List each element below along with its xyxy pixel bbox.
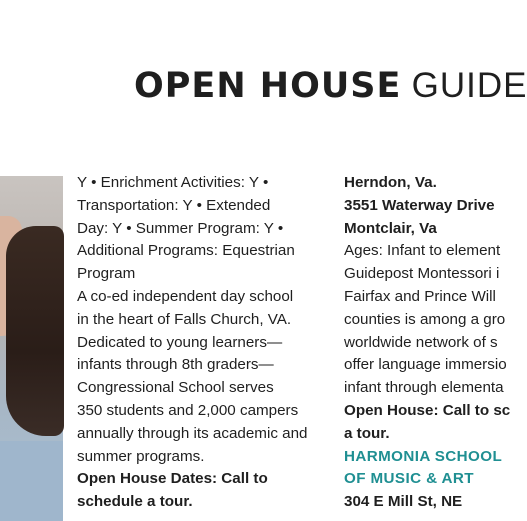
- school-address: 304 E Mill St, NE: [344, 493, 463, 511]
- listing-text-line: Program: [77, 265, 136, 283]
- listing-text-line: Dedicated to young learners—: [77, 333, 283, 351]
- listing-column-right: [344, 172, 510, 514]
- listing-text-line: infants through 8th graders—: [77, 356, 274, 374]
- student-photo: [0, 176, 63, 512]
- photo-shirt: [0, 441, 63, 521]
- listing-text-line: offer language immersio: [344, 356, 507, 374]
- listing-text-line: Congressional School serves: [77, 379, 274, 397]
- listing-text-line: infant through elementa: [344, 379, 504, 397]
- school-name-heading: HARMONIA SCHOOL: [344, 447, 503, 465]
- listing-text-line: Ages: Infant to element: [344, 242, 501, 260]
- listing-text-line: in the heart of Falls Church, VA.: [77, 310, 292, 328]
- photo-hair: [6, 226, 64, 436]
- listing-text-line: Day: Y • Summer Program: Y •: [77, 219, 284, 237]
- page-headline: [134, 66, 527, 106]
- listing-text-line: summer programs.: [77, 447, 205, 465]
- school-name-heading: OF MUSIC & ART: [344, 470, 474, 488]
- listing-text-line: Fairfax and Prince Will: [344, 287, 496, 305]
- listing-text-line: Y • Enrichment Activities: Y •: [77, 174, 269, 191]
- listing-text-line: Transportation: Y • Extended: [77, 196, 271, 214]
- listing-text-line: annually through its academic and: [77, 424, 308, 442]
- school-address: Herndon, Va.: [344, 174, 437, 191]
- listing-text-line: Additional Programs: Equestrian: [77, 242, 295, 260]
- listing-text-line: worldwide network of s: [344, 333, 498, 351]
- listing-text-line: counties is among a gro: [344, 310, 506, 328]
- school-address: 3551 Waterway Drive: [344, 196, 495, 214]
- listing-text-line: A co-ed independent day school: [77, 287, 294, 305]
- headline-bold: OPEN HOUSE: [134, 66, 402, 106]
- listing-text-line: 350 students and 2,000 campers: [77, 401, 299, 419]
- open-house-dates: Open House Dates: Call to: [77, 470, 268, 488]
- open-house-dates: schedule a tour.: [77, 493, 193, 511]
- school-address: Montclair, Va: [344, 219, 437, 237]
- open-house-info: a tour.: [344, 424, 390, 442]
- listing-column-left: [77, 172, 308, 514]
- headline-light: GUIDE: [411, 66, 527, 105]
- open-house-info: Open House: Call to sc: [344, 401, 511, 419]
- listing-text-line: Guidepost Montessori i: [344, 265, 500, 283]
